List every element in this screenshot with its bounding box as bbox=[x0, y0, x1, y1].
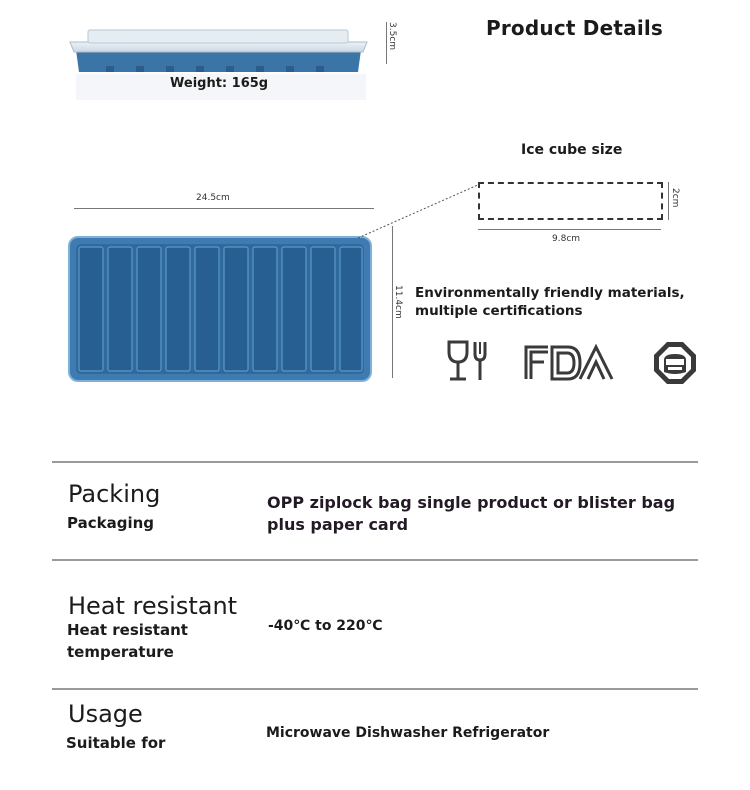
separator-3 bbox=[52, 688, 698, 690]
ice-cube-title: Ice cube size bbox=[521, 142, 623, 158]
materials-line2: multiple certifications bbox=[415, 303, 583, 319]
page-title: Product Details bbox=[486, 16, 664, 40]
top-tray-height-label: 3.5cm bbox=[387, 22, 397, 51]
fda-logo bbox=[522, 344, 616, 382]
materials-text bbox=[415, 284, 715, 320]
usage-value: Microwave Dishwasher Refrigerator bbox=[266, 725, 550, 741]
tray-length-label: 24.5cm bbox=[196, 193, 230, 203]
heat-sub-line1: Heat resistant bbox=[67, 621, 188, 639]
weight-label: Weight: 165g bbox=[170, 76, 269, 91]
heat-heading: Heat resistant bbox=[68, 592, 238, 620]
packing-value-line1: OPP ziplock bag single product or blister bag bbox=[267, 493, 676, 512]
connector-line bbox=[356, 182, 482, 242]
ice-cube-height-label: 2cm bbox=[670, 188, 680, 208]
materials-line1: Environmentally friendly materials, bbox=[415, 285, 685, 301]
separator-2 bbox=[52, 559, 698, 561]
heat-sub bbox=[67, 619, 188, 663]
ice-tray-image bbox=[68, 236, 372, 382]
ice-cube-length-line bbox=[478, 229, 661, 230]
heat-value: -40℃ to 220℃ bbox=[268, 618, 383, 634]
packing-value-line2: plus paper card bbox=[267, 515, 409, 534]
food-safe-icon bbox=[446, 340, 490, 382]
packing-sub: Packaging bbox=[67, 514, 154, 532]
usage-heading: Usage bbox=[68, 700, 143, 728]
packing-heading: Packing bbox=[68, 480, 161, 508]
ice-cube-outline bbox=[478, 182, 663, 220]
usage-sub: Suitable for bbox=[66, 734, 166, 752]
ice-cube-length-label: 9.8cm bbox=[552, 234, 581, 244]
tray-width-label: 11.4cm bbox=[393, 285, 403, 319]
top-tray-height-line bbox=[386, 22, 387, 64]
separator-1 bbox=[52, 461, 698, 463]
ice-cube-height-line bbox=[668, 182, 669, 220]
tuv-sud-logo bbox=[652, 340, 698, 386]
packing-value bbox=[267, 492, 707, 536]
tray-length-line bbox=[74, 208, 374, 209]
heat-sub-line2: temperature bbox=[67, 643, 174, 661]
